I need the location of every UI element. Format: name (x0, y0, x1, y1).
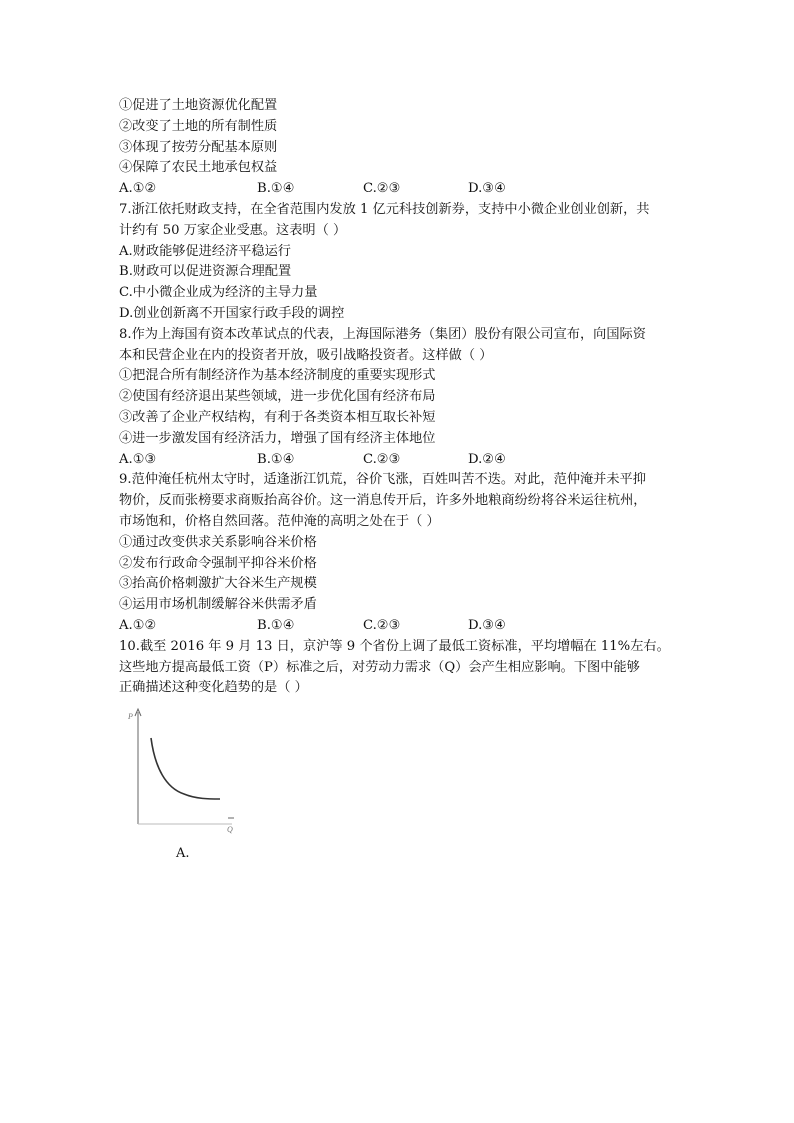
q10-option-a-figure[interactable] (124, 706, 244, 866)
q10-stem-line-3: 正确描述这种变化趋势的是（ ） (119, 680, 308, 696)
q10-stem-line-1: 10.截至 2016 年 9 月 13 日，京沪等 9 个省份上调了最低工资标准，平均增幅在 11%左右。 (119, 638, 670, 654)
pq-curve-graph (124, 706, 244, 846)
q6-option-3: ③体现了按劳分配基本原则 (119, 139, 278, 155)
q8-option-4: ④进一步激发国有经济活力，增强了国有经济主体地位 (119, 430, 436, 446)
q8-choice-c[interactable]: C.②③ (363, 451, 401, 467)
y-axis-label: P (128, 712, 133, 721)
q8-option-1: ①把混合所有制经济作为基本经济制度的重要实现形式 (119, 368, 436, 384)
q7-stem-line-1: 7.浙江依托财政支持，在全省范围内发放 1 亿元科技创新券，支持中小微企业创业创新，共 (119, 201, 650, 217)
q6-choice-d[interactable]: D.③④ (468, 181, 506, 197)
q8-stem-line-1: 8.作为上海国有资本改革试点的代表，上海国际港务（集团）股份有限公司宣布，向国际资 (119, 326, 646, 342)
q7-choice-b[interactable]: B.财政可以促进资源合理配置 (119, 264, 292, 280)
q10-stem-line-2: 这些地方提高最低工资（P）标准之后，对劳动力需求（Q）会产生相应影响。下图中能够 (119, 659, 640, 675)
q6-choice-a[interactable]: A.①② (119, 181, 157, 197)
q7-choice-a[interactable]: A.财政能够促进经济平稳运行 (119, 243, 291, 259)
q7-stem-line-2: 计约有 50 万家企业受惠。这表明（ ） (119, 222, 347, 238)
q8-choice-a[interactable]: A.①③ (119, 451, 157, 467)
q8-option-3: ③改善了企业产权结构，有利于各类资本相互取长补短 (119, 409, 436, 425)
q8-option-2: ②使国有经济退出某些领域，进一步优化国有经济布局 (119, 389, 436, 405)
q9-stem-line-3: 市场饱和，价格自然回落。范仲淹的高明之处在于（ ） (119, 513, 440, 529)
q9-choices (119, 616, 679, 637)
q9-choice-d[interactable]: D.③④ (468, 617, 506, 633)
q6-choice-b[interactable]: B.①④ (257, 181, 295, 197)
q8-choice-b[interactable]: B.①④ (257, 451, 295, 467)
q6-option-4: ④保障了农民土地承包权益 (119, 160, 278, 176)
q7-choice-d[interactable]: D.创业创新离不开国家行政手段的调控 (119, 305, 345, 321)
q9-option-4: ④运用市场机制缓解谷米供需矛盾 (119, 597, 317, 613)
q8-stem-line-2: 本和民营企业在内的投资者开放，吸引战略投资者。这样做（ ） (119, 347, 493, 363)
q8-choice-d[interactable]: D.②④ (468, 451, 506, 467)
q7-choice-c[interactable]: C.中小微企业成为经济的主导力量 (119, 285, 318, 301)
q9-choice-c[interactable]: C.②③ (363, 617, 401, 633)
q9-option-1: ①通过改变供求关系影响谷米价格 (119, 534, 317, 550)
q9-choice-b[interactable]: B.①④ (257, 617, 295, 633)
x-axis-label: Q (227, 825, 233, 834)
question-content (119, 96, 679, 699)
q9-option-3: ③抬高价格刺激扩大谷米生产规模 (119, 576, 317, 592)
q6-choice-c[interactable]: C.②③ (363, 181, 401, 197)
q9-stem-line-1: 9.范仲淹任杭州太守时，适逢浙江饥荒，谷价飞涨，百姓叫苦不迭。对此，范仲淹并未平抑 (119, 472, 646, 488)
q9-stem-line-2: 物价，反而张榜要求商贩抬高谷价。这一消息传开后，许多外地粮商纷纷将谷米运往杭州， (119, 493, 647, 509)
q6-option-1: ①促进了土地资源优化配置 (119, 98, 278, 113)
demand-curve (151, 738, 220, 799)
q6-choices (119, 179, 679, 200)
q6-option-2: ②改变了土地的所有制性质 (119, 118, 278, 134)
q9-option-2: ②发布行政命令强制平抑谷米价格 (119, 555, 317, 571)
q8-choices (119, 450, 679, 471)
q9-choice-a[interactable]: A.①② (119, 617, 157, 633)
q10-option-a-label: A. (176, 846, 190, 861)
